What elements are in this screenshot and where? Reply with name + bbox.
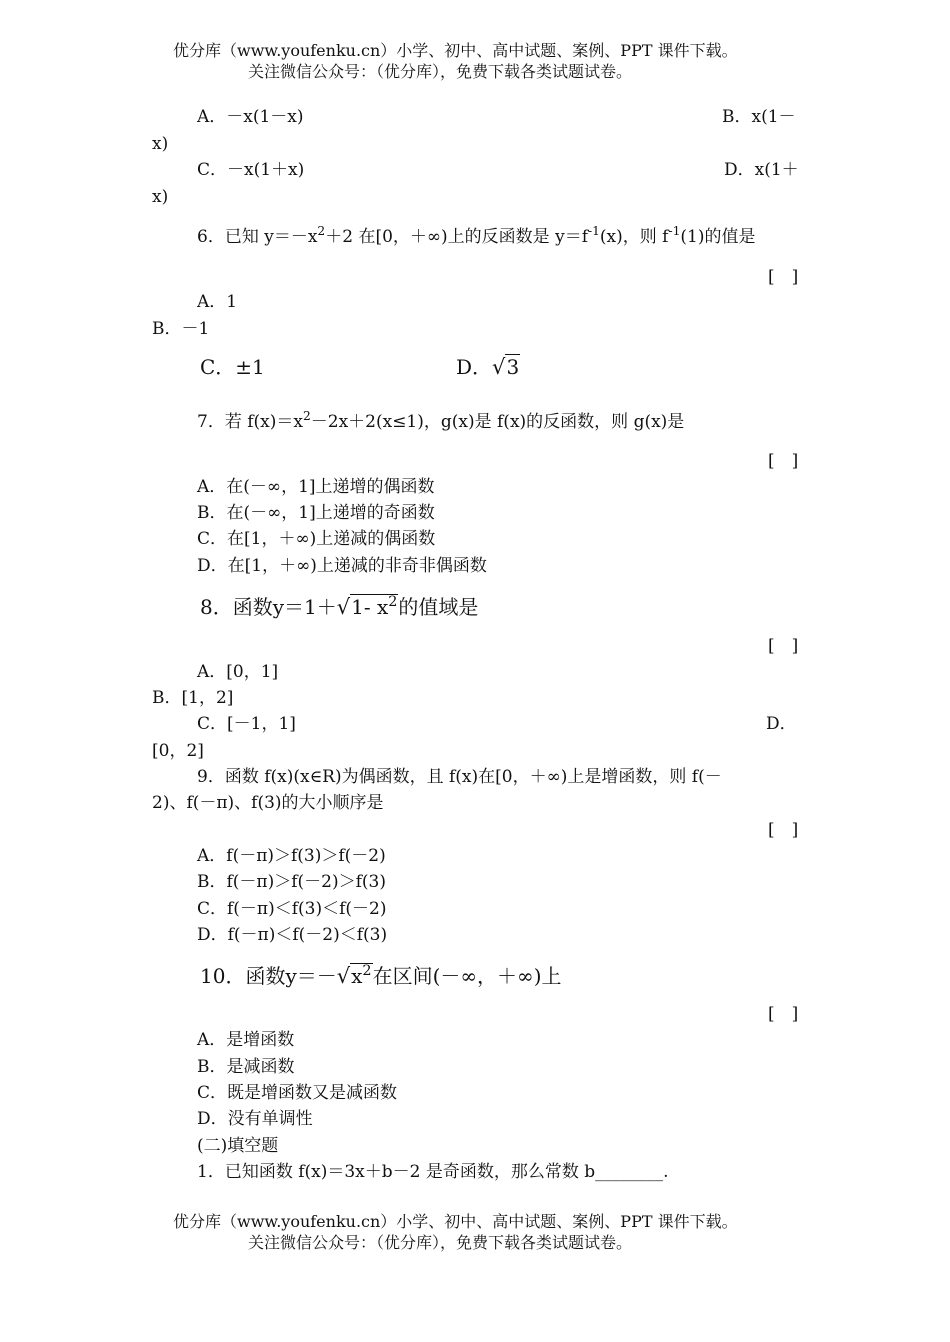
q6-option-b: B．－1 [152,319,210,339]
q9-option-d: D．f(－π)＜f(－2)＜f(3) [197,925,388,945]
q5-option-d-wrap: x) [152,187,169,207]
q9-stem-line-1: 9．函数 f(x)(x∈R)为偶函数，且 f(x)在[0，＋∞)上是增函数，则 f(－ [197,767,722,787]
sqrt-symbol: $√x^2$ [336,963,372,988]
q7-option-a: A．在(－∞，1]上递增的偶函数 [197,477,435,497]
q6-option-c: C．±1 [200,355,265,379]
q5-option-b: B．x(1－ [722,107,796,127]
q10-answer-bracket: [ ] [768,1004,799,1024]
sqrt-symbol: √1- $x^2$ [336,594,398,619]
q5-option-a: A．－x(1－x) [197,107,304,127]
q7-answer-bracket: [ ] [768,451,799,471]
q8-option-d-wrap: [0，2] [152,741,204,761]
q8-option-b: B．[1，2] [152,688,234,708]
q6-answer-bracket: [ ] [768,267,799,287]
footer-line-1: 优分库（www.youfenku.cn）小学、初中、高中试题、案例、PPT 课件下载。 [173,1212,738,1231]
q7-stem: 7．若 $f(x)=x^2-2x+2(x\le 1)$，g(x)是 f(x)的反函数，则 g(x)是 [197,409,685,432]
q8-stem: 8．函数y＝1＋√1- $x^2$的值域是 [200,594,478,623]
q9-stem-line-2: 2)、f(－π)、f(3)的大小顺序是 [152,793,384,813]
section-fill-in-title: (二)填空题 [197,1136,279,1156]
q7-option-c: C．在[1，＋∞)上递减的偶函数 [197,529,436,549]
q6-option-d: D．√3 [456,355,520,379]
q9-option-b: B．f(－π)＞f(－2)＞f(3) [197,872,386,892]
q8-option-c: C．[－1，1] [197,714,296,734]
fill-in-question-1: 1．已知函数 f(x)＝3x＋b－2 是奇函数，那么常数 b________. [197,1162,669,1182]
q8-option-a: A．[0，1] [197,662,279,682]
sqrt-symbol: √3 [492,355,520,379]
q9-option-c: C．f(－π)＜f(3)＜f(－2) [197,899,387,919]
q10-option-a: A．是增函数 [197,1030,295,1050]
header-line-2: 关注微信公众号：（优分库），免费下载各类试题试卷。 [248,62,633,81]
q10-option-c: C．既是增函数又是减函数 [197,1083,398,1103]
q9-option-a: A．f(－π)＞f(3)＞f(－2) [197,846,386,866]
q9-answer-bracket: [ ] [768,820,799,840]
header-line-1: 优分库（www.youfenku.cn）小学、初中、高中试题、案例、PPT 课件下载。 [173,41,738,60]
q6-stem: 6．已知 $y=-x^2+2$ 在[0，＋∞)上的反函数是 $y=f^{-1}(x)$，则 $f^{-1}(1)$的值是 [197,224,756,247]
q10-stem: 10．函数$y=-√x^2$在区间(－∞，＋∞)上 [200,963,562,992]
q10-option-b: B．是减函数 [197,1057,295,1077]
q5-option-c: C．－x(1＋x) [197,160,305,180]
q5-option-d: D．x(1＋ [724,160,799,180]
q8-answer-bracket: [ ] [768,636,799,656]
q8-option-d: D． [766,714,797,734]
q6-option-a: A．1 [197,292,238,312]
footer-line-2: 关注微信公众号：（优分库），免费下载各类试题试卷。 [248,1233,633,1252]
q10-option-d: D．没有单调性 [197,1109,313,1129]
q7-option-d: D．在[1，＋∞)上递减的非奇非偶函数 [197,556,487,576]
q7-option-b: B．在(－∞，1]上递增的奇函数 [197,503,435,523]
q5-option-b-wrap: x) [152,134,169,154]
